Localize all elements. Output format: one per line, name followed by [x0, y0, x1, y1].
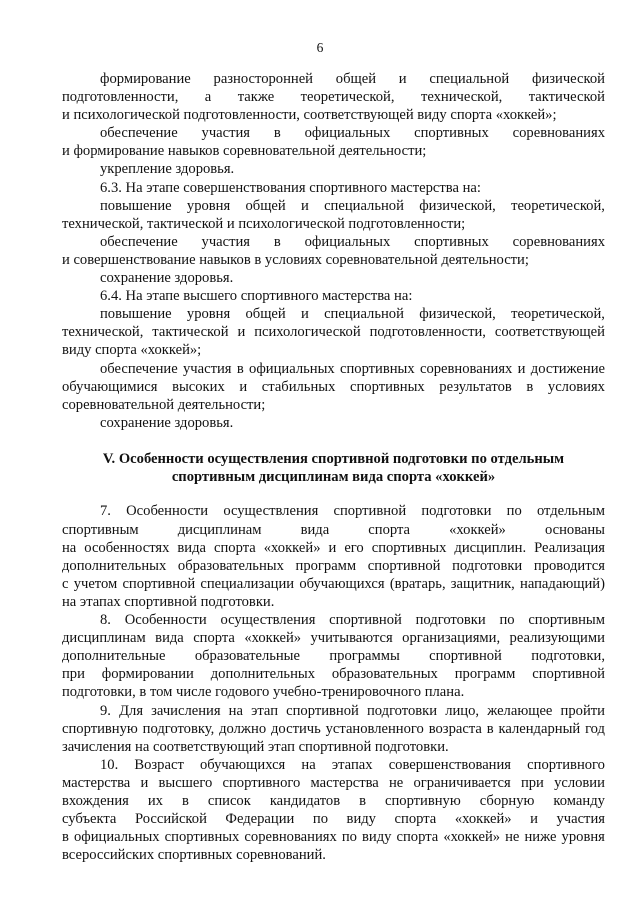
text-line: дополнительные образовательные программы спортивной подготовки,	[62, 648, 605, 665]
paragraph	[62, 197, 605, 233]
text-line: укрепление здоровья.	[100, 161, 235, 178]
text-line: субъекта Российской Федерации по виду спорта «хоккей» и участия	[62, 811, 605, 828]
text-line: с учетом спортивной специализации обучающихся (вратарь, защитник, нападающий)	[62, 575, 605, 592]
paragraph	[62, 269, 605, 287]
paragraph	[62, 502, 605, 611]
page-number: 6	[316, 40, 324, 55]
text-line: всероссийских спортивных соревнований.	[62, 847, 326, 864]
section-heading	[62, 450, 605, 487]
text-line: повышение уровня общей и специальной физической, теоретической,	[100, 306, 605, 323]
text-line: 10. Возраст обучающихся на этапах совершенствования спортивного	[100, 756, 605, 773]
text-line: на этапах спортивной подготовки.	[62, 593, 275, 610]
text-line: формирование разносторонней общей и специальной физической	[100, 71, 605, 87]
text-line: обеспечение участия в официальных спортивных соревнованиях	[100, 233, 605, 250]
text-line: зачисления на соответствующий этап спортивной подготовки.	[62, 738, 449, 755]
text-line: 6.4. На этапе высшего спортивного мастерства на:	[100, 288, 413, 305]
paragraph	[62, 124, 605, 160]
paragraph	[62, 360, 605, 414]
paragraph	[62, 414, 605, 432]
text-line: сохранение здоровья.	[100, 270, 234, 287]
text-line: обеспечение участия в официальных спортивных соревнованиях	[100, 125, 605, 142]
text-line: и совершенствование навыков в условиях соревновательной деятельности;	[62, 251, 529, 268]
text-line: 8. Особенности осуществления спортивной подготовки по спортивным	[100, 612, 605, 629]
text-line: и психологической подготовленности, соответствующей виду спорта «хоккей»;	[62, 107, 557, 124]
paragraph	[62, 702, 605, 756]
paragraph	[62, 756, 605, 865]
text-line: мастерства и высшего спортивного мастерства не ограничивается при условии	[62, 774, 605, 791]
text-line: спортивную подготовку, должно достичь установленного возраста в календарный год	[62, 720, 605, 737]
text-line: 9. Для зачисления на этап спортивной подготовки лицо, желающее пройти	[100, 702, 605, 719]
text-line: технической, тактической и психологической подготовленности, соответствующей	[62, 324, 605, 341]
text-line: обеспечение участия в официальных спортивных соревнованиях и достижение	[100, 360, 605, 377]
paragraph	[62, 70, 605, 124]
text-line: соревновательной деятельности;	[62, 396, 266, 413]
text-line: дисциплинам вида спорта «хоккей» учитываются организациями, реализующими	[62, 630, 605, 647]
paragraph	[62, 233, 605, 269]
document-body	[62, 70, 605, 864]
text-line: при формировании дополнительных образовательных программ спортивной	[62, 666, 605, 683]
text-line: 7. Особенности осуществления спортивной подготовки по отдельным	[100, 503, 605, 520]
text-line: подготовки, в том числе годового учебно-тренировочного плана.	[62, 684, 465, 701]
paragraph	[62, 160, 605, 178]
text-line: и формирование навыков соревновательной деятельности;	[62, 143, 427, 160]
paragraph	[62, 611, 605, 701]
text-line: вхождения их в список кандидатов в спортивную сборную команду	[62, 792, 605, 809]
paragraph	[62, 287, 605, 305]
text-line: технической, тактической и психологической подготовленности;	[62, 215, 466, 232]
text-line: спортивным дисциплинам вида спорта «хоккей» основаны	[62, 521, 605, 538]
text-line: виду спорта «хоккей»;	[62, 342, 202, 359]
heading-line: V. Особенности осуществления спортивной подготовки по отдельным	[102, 450, 565, 467]
heading-line: спортивным дисциплинам вида спорта «хоккей»	[171, 469, 496, 486]
paragraph	[62, 179, 605, 197]
text-line: повышение уровня общей и специальной физической, теоретической,	[100, 197, 605, 214]
text-line: сохранение здоровья.	[100, 414, 234, 431]
text-line: дополнительных образовательных программ спортивной подготовки проводится	[62, 557, 605, 574]
paragraph	[62, 305, 605, 359]
text-line: в официальных спортивных соревнованиях по виду спорта «хоккей» не ниже уровня	[62, 829, 605, 846]
text-line: подготовленности, а также теоретической, технической, тактической	[62, 89, 605, 106]
text-line: обучающимися высоких и стабильных спортивных результатов в условиях	[62, 378, 605, 395]
text-line: 6.3. На этапе совершенствования спортивного мастерства на:	[100, 179, 481, 196]
text-line: на особенностях вида спорта «хоккей» и его спортивных дисциплин. Реализация	[62, 539, 605, 556]
